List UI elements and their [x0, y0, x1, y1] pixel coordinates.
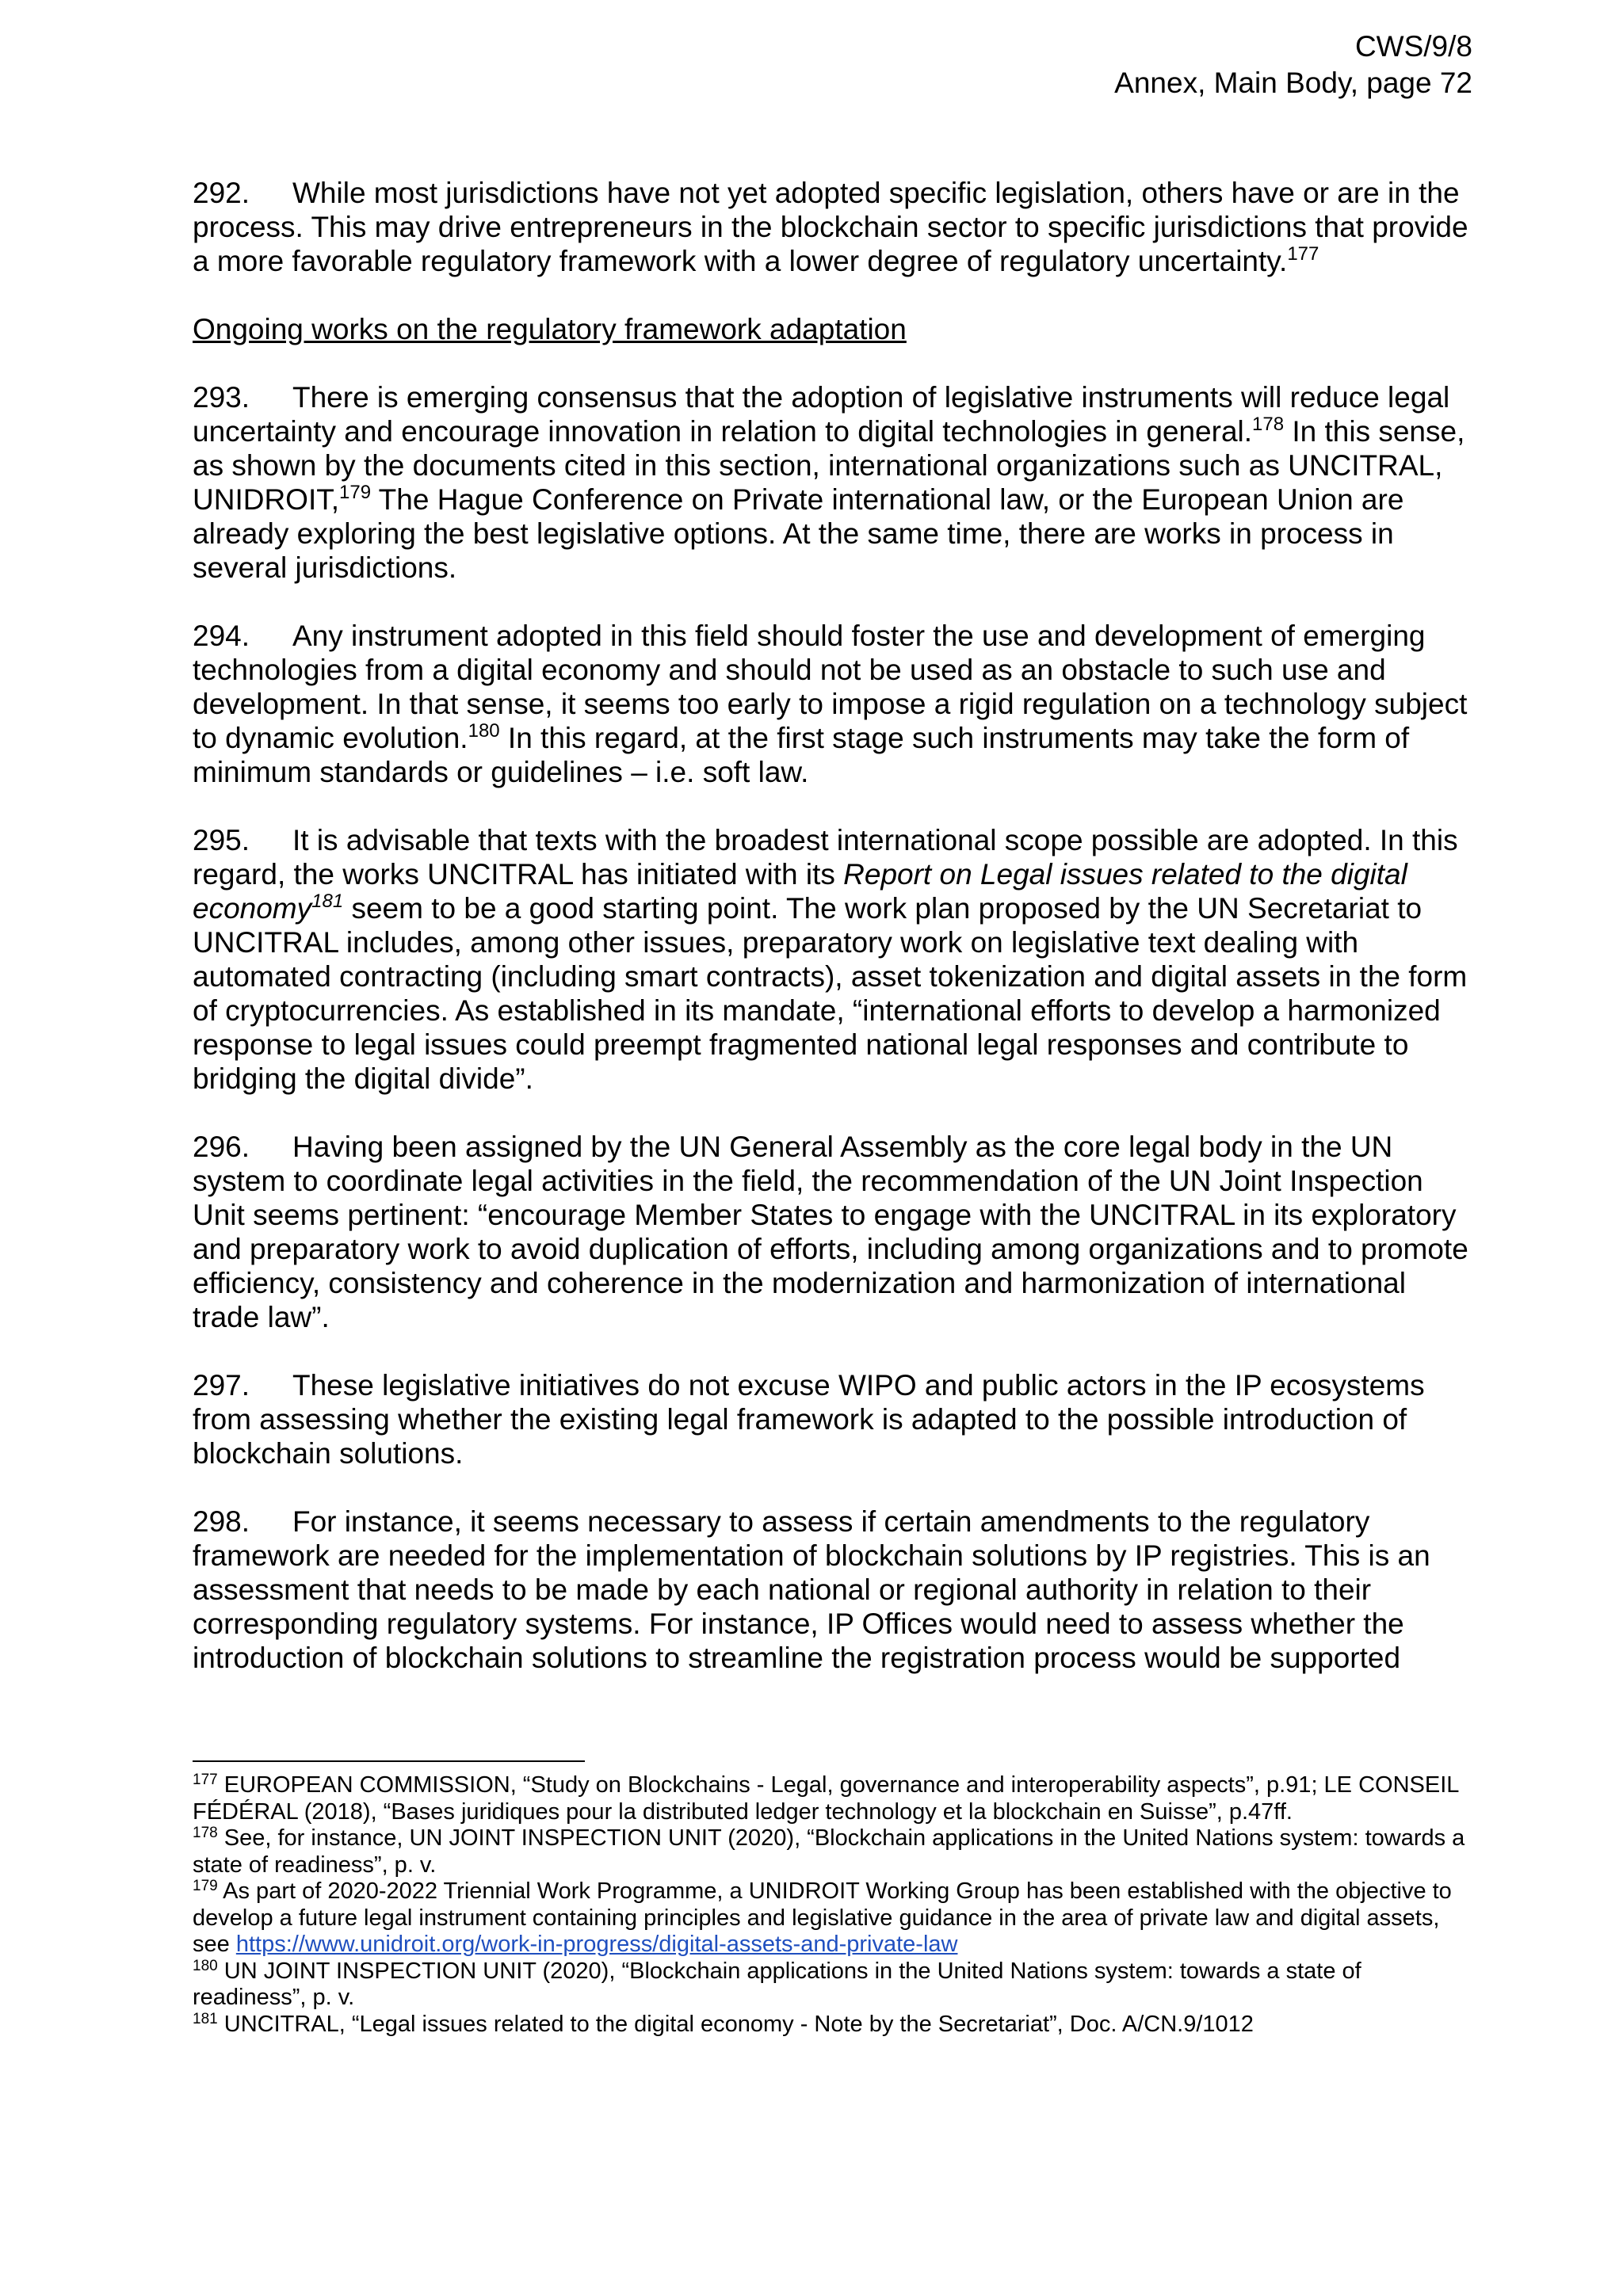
footnote-number: 180 [193, 1957, 218, 1974]
footnote-text: UN JOINT INSPECTION UNIT (2020), “Blockchain applications in the United Nations system: towards a state of readiness”, p. v. [193, 1958, 1361, 2010]
footnote-179 [193, 1878, 1480, 1958]
paragraph-text: seem to be a good starting point. The work plan proposed by the UN Secretariat to UNCITRAL includes, among other issues, preparatory work on legislative text dealing with automated contracting (including smart contracts), asset tokenization and digital assets in the form of cryptocurrencies. As established in its mandate, “international efforts to develop a harmonized response to legal issues could preempt fragmented national legal responses and contribute to bridging the digital divide”. [193, 892, 1468, 1095]
paragraph-number: 292. [193, 177, 250, 209]
paragraph-number: 295. [193, 824, 250, 856]
footnote-ref[interactable]: 177 [1287, 243, 1319, 265]
paragraph-text: The Hague Conference on Private international law, or the European Union are already exploring the best legislative options. At the same time, there are works in process in several jurisdictions. [193, 483, 1404, 584]
paragraph-number: 298. [193, 1505, 250, 1538]
footnote-ref[interactable]: 180 [468, 720, 500, 742]
paragraph-296 [193, 1130, 1480, 1334]
report-title: Report on Legal issues related to the digital economy [193, 858, 1407, 925]
paragraph-292 [193, 176, 1480, 278]
paragraph-text: There is emerging consensus that the adoption of legislative instruments will reduce legal uncertainty and encourage innovation in relation to digital technologies in general. [193, 381, 1450, 448]
paragraph-text: While most jurisdictions have not yet adopted specific legislation, others have or are in the process. This may drive entrepreneurs in the blockchain sector to specific jurisdictions that provide a more favorable regulatory framework with a lower degree of regulatory uncertainty. [193, 177, 1468, 277]
footnote-separator [193, 1760, 585, 1762]
footnote-text: UNCITRAL, “Legal issues related to the digital economy - Note by the Secretariat”, Doc. A/CN.9/1012 [217, 2011, 1254, 2037]
footnote-text: EUROPEAN COMMISSION, “Study on Blockchains - Legal, governance and interoperability aspects”, p.91; LE CONSEIL FÉDÉRAL (2018), “Bases juridiques pour la distributed ledger technology et la blockchain en Suisse”, p.47ff. [193, 1772, 1459, 1825]
paragraph-295 [193, 823, 1480, 1096]
document-body [193, 176, 1480, 1709]
paragraph-text: In this regard, at the first stage such instruments may take the form of minimum standards or guidelines – i.e. soft law. [193, 722, 1410, 788]
paragraph-number: 296. [193, 1131, 250, 1163]
paragraph-number: 294. [193, 620, 250, 652]
page-header [1114, 29, 1472, 101]
paragraph-293 [193, 380, 1480, 585]
paragraph-number: 293. [193, 381, 250, 414]
paragraph-text: These legislative initiatives do not excuse WIPO and public actors in the IP ecosystems from assessing whether the existing legal framework is adapted to the possible introduction of blockchain solutions. [193, 1369, 1425, 1470]
footnote-number: 177 [193, 1772, 218, 1788]
footnote-text: As part of 2020-2022 Triennial Work Programme, a UNIDROIT Working Group has been established with the objective to develop a future legal instrument containing principles and legislative guidance in the area of private law and digital assets, see [193, 1878, 1452, 1957]
footnote-number: 179 [193, 1878, 218, 1894]
footnote-number: 178 [193, 1825, 218, 1841]
paragraph-294 [193, 619, 1480, 789]
paragraph-text: It is advisable that texts with the broadest international scope possible are adopted. In this regard, the works UNCITRAL has initiated with its [193, 824, 1458, 891]
footnote-181 [193, 2012, 1480, 2039]
footnote-180 [193, 1958, 1480, 2012]
paragraph-text: Any instrument adopted in this field should foster the use and development of emerging technologies from a digital economy and should not be used as an obstacle to such use and development. In that sense, it seems too early to impose a rigid regulation on a technology subject to dynamic evolution. [193, 620, 1468, 754]
paragraph-number: 297. [193, 1369, 250, 1402]
footnote-177 [193, 1772, 1480, 1825]
section-heading: Ongoing works on the regulatory framework adaptation [193, 313, 907, 345]
paragraph-text: Having been assigned by the UN General Assembly as the core legal body in the UN system to coordinate legal activities in the field, the recommendation of the UN Joint Inspection Unit seems pertinent: “encourage Member States to engage with the UNCITRAL in its exploratory and preparatory work to avoid duplication of efforts, including among organizations and to promote efficiency, consistency and coherence in the modernization and harmonization of international trade law”. [193, 1131, 1468, 1333]
footnote-text: See, for instance, UN JOINT INSPECTION UNIT (2020), “Blockchain applications in the United Nations system: towards a state of readiness”, p. v. [193, 1825, 1465, 1878]
footnote-ref[interactable]: 181 [311, 891, 344, 912]
paragraph-297 [193, 1368, 1480, 1470]
footnotes [193, 1772, 1480, 2038]
page-reference: Annex, Main Body, page 72 [1114, 67, 1472, 99]
footnote-ref[interactable]: 179 [339, 482, 372, 503]
paragraph-298 [193, 1505, 1480, 1675]
unidroit-link[interactable]: https://www.unidroit.org/work-in-progress/digital-assets-and-private-law [235, 1932, 958, 1957]
paragraph-text: In this sense, as shown by the documents cited in this section, international organizations such as UNCITRAL, UNIDROIT, [193, 415, 1465, 516]
footnote-178 [193, 1825, 1480, 1878]
footnote-ref[interactable]: 178 [1252, 414, 1285, 435]
footnote-number: 181 [193, 2010, 218, 2027]
paragraph-text: For instance, it seems necessary to assess if certain amendments to the regulatory framework are needed for the implementation of blockchain solutions by IP registries. This is an assessment that needs to be made by each national or regional authority in relation to their corresponding regulatory systems. For instance, IP Offices would need to assess whether the introduction of blockchain solutions to streamline the registration process would be supported [193, 1505, 1430, 1674]
document-code: CWS/9/8 [1354, 30, 1472, 63]
